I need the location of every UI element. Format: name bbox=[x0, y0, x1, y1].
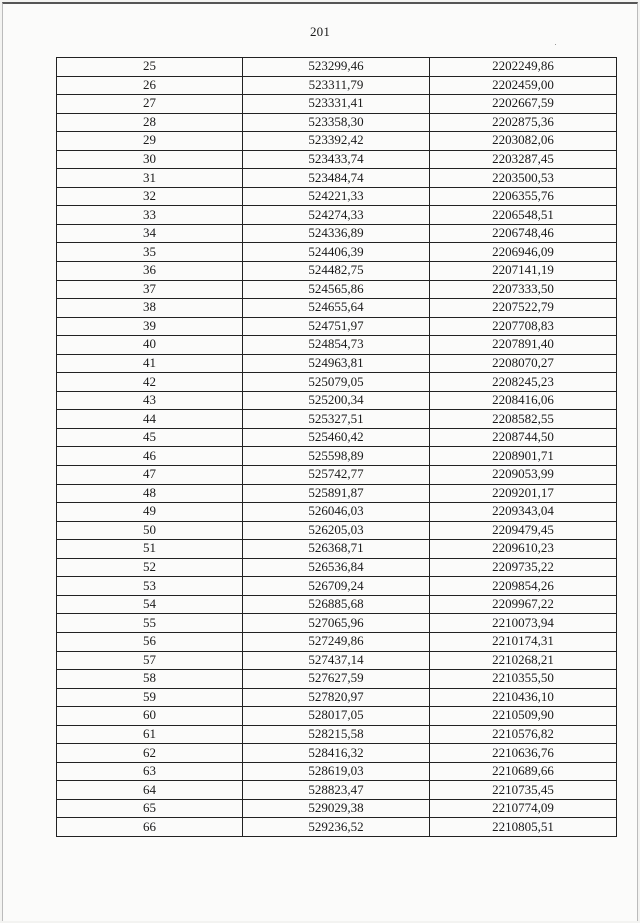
point-number-cell: 39 bbox=[57, 317, 243, 336]
x-coordinate-cell: 527437,14 bbox=[243, 651, 430, 670]
y-coordinate-cell: 2210073,94 bbox=[430, 614, 617, 633]
y-coordinate-cell: 2209053,99 bbox=[430, 466, 617, 485]
point-number-cell: 49 bbox=[57, 503, 243, 522]
point-number-cell: 43 bbox=[57, 391, 243, 410]
y-coordinate-cell: 2202459,00 bbox=[430, 76, 617, 95]
point-number-cell: 33 bbox=[57, 206, 243, 225]
point-number-cell: 56 bbox=[57, 632, 243, 651]
x-coordinate-cell: 523392,42 bbox=[243, 132, 430, 151]
point-number-cell: 46 bbox=[57, 447, 243, 466]
table-row bbox=[57, 466, 617, 485]
x-coordinate-cell: 528619,03 bbox=[243, 762, 430, 781]
point-number-cell: 50 bbox=[57, 521, 243, 540]
table-row bbox=[57, 187, 617, 206]
y-coordinate-cell: 2210355,50 bbox=[430, 670, 617, 689]
table-row bbox=[57, 595, 617, 614]
x-coordinate-cell: 526368,71 bbox=[243, 540, 430, 559]
y-coordinate-cell: 2202249,86 bbox=[430, 58, 617, 77]
point-number-cell: 48 bbox=[57, 484, 243, 503]
x-coordinate-cell: 524655,64 bbox=[243, 299, 430, 318]
y-coordinate-cell: 2210509,90 bbox=[430, 707, 617, 726]
y-coordinate-cell: 2206748,46 bbox=[430, 224, 617, 243]
point-number-cell: 58 bbox=[57, 670, 243, 689]
table-row bbox=[57, 447, 617, 466]
x-coordinate-cell: 526885,68 bbox=[243, 595, 430, 614]
table-row bbox=[57, 58, 617, 77]
x-coordinate-cell: 528215,58 bbox=[243, 725, 430, 744]
table-row bbox=[57, 243, 617, 262]
y-coordinate-cell: 2209343,04 bbox=[430, 503, 617, 522]
y-coordinate-cell: 2202875,36 bbox=[430, 113, 617, 132]
table-row bbox=[57, 132, 617, 151]
point-number-cell: 29 bbox=[57, 132, 243, 151]
point-number-cell: 32 bbox=[57, 187, 243, 206]
x-coordinate-cell: 523433,74 bbox=[243, 150, 430, 169]
y-coordinate-cell: 2210636,76 bbox=[430, 744, 617, 763]
y-coordinate-cell: 2203082,06 bbox=[430, 132, 617, 151]
x-coordinate-cell: 524406,39 bbox=[243, 243, 430, 262]
point-number-cell: 63 bbox=[57, 762, 243, 781]
point-number-cell: 41 bbox=[57, 354, 243, 373]
point-number-cell: 62 bbox=[57, 744, 243, 763]
point-number-cell: 52 bbox=[57, 558, 243, 577]
x-coordinate-cell: 523299,46 bbox=[243, 58, 430, 77]
y-coordinate-cell: 2209201,17 bbox=[430, 484, 617, 503]
point-number-cell: 44 bbox=[57, 410, 243, 429]
point-number-cell: 42 bbox=[57, 373, 243, 392]
x-coordinate-cell: 525598,89 bbox=[243, 447, 430, 466]
x-coordinate-cell: 526536,84 bbox=[243, 558, 430, 577]
point-number-cell: 25 bbox=[57, 58, 243, 77]
page-number: 201 bbox=[309, 24, 331, 39]
table-row bbox=[57, 744, 617, 763]
x-coordinate-cell: 527820,97 bbox=[243, 688, 430, 707]
point-number-cell: 31 bbox=[57, 169, 243, 188]
x-coordinate-cell: 523331,41 bbox=[243, 95, 430, 114]
y-coordinate-cell: 2208582,55 bbox=[430, 410, 617, 429]
point-number-cell: 35 bbox=[57, 243, 243, 262]
table-row bbox=[57, 632, 617, 651]
x-coordinate-cell: 523311,79 bbox=[243, 76, 430, 95]
y-coordinate-cell: 2202667,59 bbox=[430, 95, 617, 114]
y-coordinate-cell: 2210436,10 bbox=[430, 688, 617, 707]
x-coordinate-cell: 524854,73 bbox=[243, 336, 430, 355]
table-row bbox=[57, 688, 617, 707]
y-coordinate-cell: 2207708,83 bbox=[430, 317, 617, 336]
point-number-cell: 36 bbox=[57, 262, 243, 281]
y-coordinate-cell: 2208070,27 bbox=[430, 354, 617, 373]
table-row bbox=[57, 799, 617, 818]
y-coordinate-cell: 2210735,45 bbox=[430, 781, 617, 800]
point-number-cell: 30 bbox=[57, 150, 243, 169]
point-number-cell: 65 bbox=[57, 799, 243, 818]
point-number-cell: 57 bbox=[57, 651, 243, 670]
y-coordinate-cell: 2210805,51 bbox=[430, 818, 617, 837]
point-number-cell: 61 bbox=[57, 725, 243, 744]
y-coordinate-cell: 2207141,19 bbox=[430, 262, 617, 281]
x-coordinate-cell: 528017,05 bbox=[243, 707, 430, 726]
table-row bbox=[57, 280, 617, 299]
table-row bbox=[57, 484, 617, 503]
x-coordinate-cell: 524565,86 bbox=[243, 280, 430, 299]
table-row bbox=[57, 818, 617, 837]
table-row bbox=[57, 373, 617, 392]
point-number-cell: 40 bbox=[57, 336, 243, 355]
x-coordinate-cell: 526046,03 bbox=[243, 503, 430, 522]
y-coordinate-cell: 2209479,45 bbox=[430, 521, 617, 540]
x-coordinate-cell: 524274,33 bbox=[243, 206, 430, 225]
point-number-cell: 51 bbox=[57, 540, 243, 559]
x-coordinate-cell: 527065,96 bbox=[243, 614, 430, 633]
table-row bbox=[57, 354, 617, 373]
y-coordinate-cell: 2208245,23 bbox=[430, 373, 617, 392]
y-coordinate-cell: 2210174,31 bbox=[430, 632, 617, 651]
table-row bbox=[57, 614, 617, 633]
y-coordinate-cell: 2207333,50 bbox=[430, 280, 617, 299]
x-coordinate-cell: 525460,42 bbox=[243, 428, 430, 447]
table-row bbox=[57, 725, 617, 744]
point-number-cell: 38 bbox=[57, 299, 243, 318]
point-number-cell: 59 bbox=[57, 688, 243, 707]
table-row bbox=[57, 670, 617, 689]
x-coordinate-cell: 527627,59 bbox=[243, 670, 430, 689]
y-coordinate-cell: 2209967,22 bbox=[430, 595, 617, 614]
table-row bbox=[57, 410, 617, 429]
table-row bbox=[57, 95, 617, 114]
y-coordinate-cell: 2208744,50 bbox=[430, 428, 617, 447]
x-coordinate-cell: 525200,34 bbox=[243, 391, 430, 410]
y-coordinate-cell: 2206355,76 bbox=[430, 187, 617, 206]
table-row bbox=[57, 113, 617, 132]
table-row bbox=[57, 558, 617, 577]
y-coordinate-cell: 2208901,71 bbox=[430, 447, 617, 466]
point-number-cell: 55 bbox=[57, 614, 243, 633]
x-coordinate-cell: 524751,97 bbox=[243, 317, 430, 336]
y-coordinate-cell: 2209854,26 bbox=[430, 577, 617, 596]
table-row bbox=[57, 206, 617, 225]
point-number-cell: 53 bbox=[57, 577, 243, 596]
x-coordinate-cell: 523484,74 bbox=[243, 169, 430, 188]
point-number-cell: 64 bbox=[57, 781, 243, 800]
coordinates-table bbox=[56, 57, 617, 837]
table-row bbox=[57, 428, 617, 447]
point-number-cell: 26 bbox=[57, 76, 243, 95]
point-number-cell: 47 bbox=[57, 466, 243, 485]
x-coordinate-cell: 527249,86 bbox=[243, 632, 430, 651]
point-number-cell: 60 bbox=[57, 707, 243, 726]
table-row bbox=[57, 336, 617, 355]
y-coordinate-cell: 2210576,82 bbox=[430, 725, 617, 744]
x-coordinate-cell: 525891,87 bbox=[243, 484, 430, 503]
x-coordinate-cell: 524221,33 bbox=[243, 187, 430, 206]
y-coordinate-cell: 2206548,51 bbox=[430, 206, 617, 225]
y-coordinate-cell: 2203287,45 bbox=[430, 150, 617, 169]
x-coordinate-cell: 525327,51 bbox=[243, 410, 430, 429]
table-row bbox=[57, 262, 617, 281]
point-number-cell: 37 bbox=[57, 280, 243, 299]
x-coordinate-cell: 528416,32 bbox=[243, 744, 430, 763]
x-coordinate-cell: 525742,77 bbox=[243, 466, 430, 485]
table-row bbox=[57, 150, 617, 169]
table-row bbox=[57, 651, 617, 670]
y-coordinate-cell: 2210268,21 bbox=[430, 651, 617, 670]
x-coordinate-cell: 529236,52 bbox=[243, 818, 430, 837]
y-coordinate-cell: 2203500,53 bbox=[430, 169, 617, 188]
table-row bbox=[57, 781, 617, 800]
scan-speck bbox=[555, 44, 556, 45]
document-page bbox=[2, 2, 638, 921]
x-coordinate-cell: 524963,81 bbox=[243, 354, 430, 373]
table-row bbox=[57, 169, 617, 188]
x-coordinate-cell: 526205,03 bbox=[243, 521, 430, 540]
x-coordinate-cell: 529029,38 bbox=[243, 799, 430, 818]
y-coordinate-cell: 2206946,09 bbox=[430, 243, 617, 262]
table-row bbox=[57, 299, 617, 318]
y-coordinate-cell: 2209610,23 bbox=[430, 540, 617, 559]
x-coordinate-cell: 525079,05 bbox=[243, 373, 430, 392]
x-coordinate-cell: 523358,30 bbox=[243, 113, 430, 132]
table-row bbox=[57, 503, 617, 522]
x-coordinate-cell: 524336,89 bbox=[243, 224, 430, 243]
y-coordinate-cell: 2207891,40 bbox=[430, 336, 617, 355]
table-row bbox=[57, 391, 617, 410]
x-coordinate-cell: 524482,75 bbox=[243, 262, 430, 281]
table-row bbox=[57, 317, 617, 336]
coordinates-table-body bbox=[57, 58, 617, 837]
y-coordinate-cell: 2208416,06 bbox=[430, 391, 617, 410]
x-coordinate-cell: 526709,24 bbox=[243, 577, 430, 596]
point-number-cell: 28 bbox=[57, 113, 243, 132]
table-row bbox=[57, 224, 617, 243]
y-coordinate-cell: 2210689,66 bbox=[430, 762, 617, 781]
table-row bbox=[57, 762, 617, 781]
point-number-cell: 34 bbox=[57, 224, 243, 243]
x-coordinate-cell: 528823,47 bbox=[243, 781, 430, 800]
y-coordinate-cell: 2207522,79 bbox=[430, 299, 617, 318]
point-number-cell: 54 bbox=[57, 595, 243, 614]
point-number-cell: 27 bbox=[57, 95, 243, 114]
table-row bbox=[57, 76, 617, 95]
y-coordinate-cell: 2209735,22 bbox=[430, 558, 617, 577]
table-row bbox=[57, 707, 617, 726]
table-row bbox=[57, 540, 617, 559]
point-number-cell: 45 bbox=[57, 428, 243, 447]
table-row bbox=[57, 577, 617, 596]
table-row bbox=[57, 521, 617, 540]
y-coordinate-cell: 2210774,09 bbox=[430, 799, 617, 818]
point-number-cell: 66 bbox=[57, 818, 243, 837]
